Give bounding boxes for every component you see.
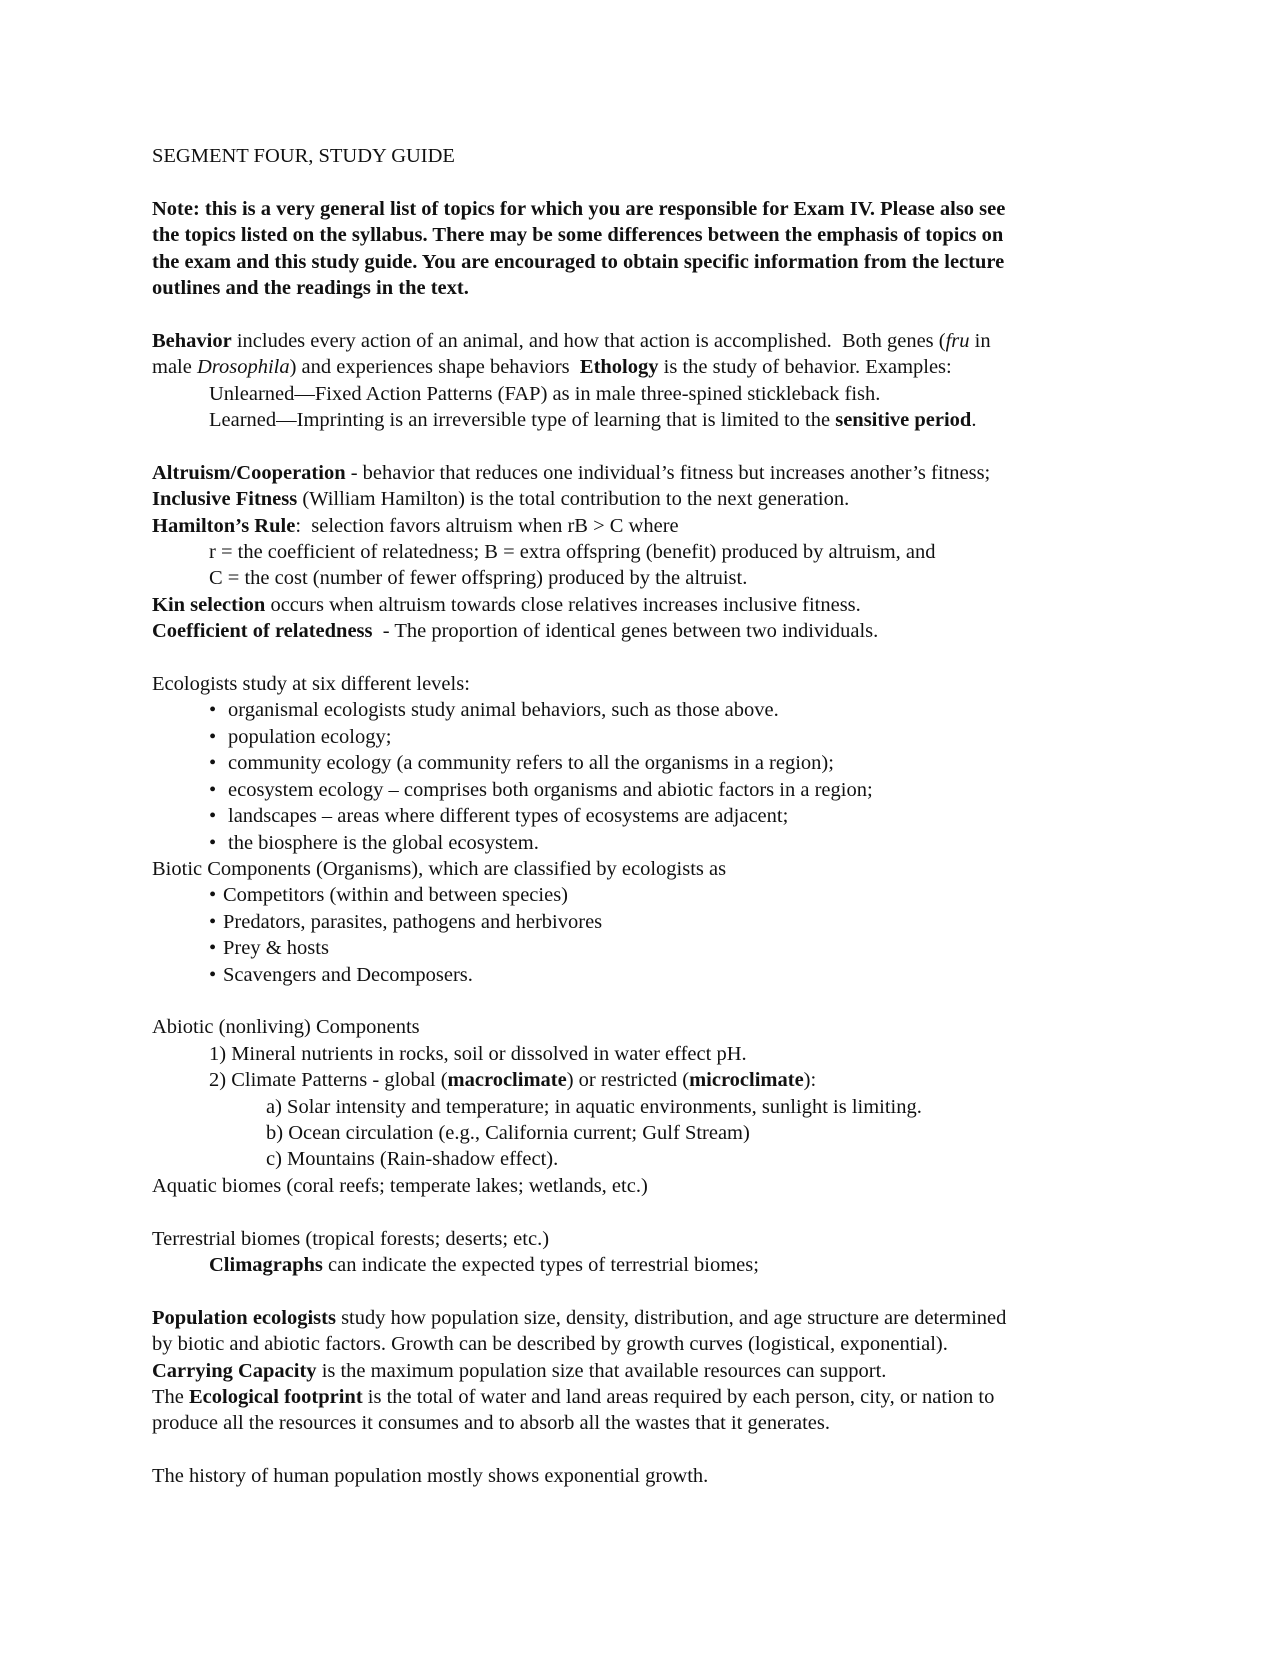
spacer — [152, 1437, 1132, 1463]
r-definition: r = the coefficient of relatedness; B = extra offspring (benefit) produced by altruism, and — [209, 541, 936, 564]
list-item: • Predators, parasites, pathogens and herbivores — [209, 910, 603, 933]
abiotic-intro: Abiotic (nonliving) Components — [152, 1016, 420, 1039]
term-carrying-capacity: Carrying Capacity — [152, 1359, 317, 1382]
ecology-intro: Ecologists study at six different levels: — [152, 673, 470, 696]
term-macroclimate: macroclimate — [447, 1069, 567, 1092]
term-sensitive-period: sensitive period — [835, 409, 972, 432]
footprint-line: produce all the resources it consumes and to absorb all the wastes that it generates. — [152, 1412, 830, 1435]
term-climagraphs: Climagraphs — [209, 1253, 323, 1276]
spacer — [152, 1278, 1132, 1304]
list-item: • community ecology (a community refers to all the organisms in a region); — [209, 752, 834, 775]
biotic-intro: Biotic Components (Organisms), which are classified by ecologists as — [152, 857, 727, 880]
abiotic-subitem: c) Mountains (Rain-shadow effect). — [266, 1148, 559, 1171]
term-hamilton-rule: Hamilton’s Rule — [152, 514, 296, 537]
behavior-section — [152, 328, 1132, 434]
list-item: • Competitors (within and between species) — [209, 884, 568, 907]
abiotic-item: 2) Climate Patterns - global (macroclimate) or restricted (microclimate): — [209, 1069, 817, 1092]
example-unlearned: Unlearned—Fixed Action Patterns (FAP) as in male three-spined stickleback fish. — [209, 382, 881, 405]
footprint-line: The Ecological footprint is the total of water and land areas required by each person, city, or nation to — [152, 1385, 995, 1408]
behavior-line: male Drosophila) and experiences shape behaviors Ethology is the study of behavior. Examples: — [152, 356, 952, 379]
abiotic-subitem: a) Solar intensity and temperature; in aquatic environments, sunlight is limiting. — [266, 1095, 922, 1118]
term-kin-selection: Kin selection — [152, 593, 266, 616]
c-definition: C = the cost (number of fewer offspring) produced by the altruist. — [209, 567, 748, 590]
term-fru: fru — [945, 329, 970, 352]
inclusive-fitness-line: Inclusive Fitness (William Hamilton) is the total contribution to the next generation. — [152, 488, 850, 511]
term-drosophila: Drosophila — [196, 356, 290, 379]
altruism-section — [152, 460, 1132, 645]
history-line: The history of human population mostly shows exponential growth. — [152, 1465, 709, 1488]
coefficient-line: Coefficient of relatedness - The proportion of identical genes between two individuals. — [152, 620, 879, 643]
term-coefficient: Coefficient of relatedness — [152, 620, 373, 643]
terrestrial-biomes: Terrestrial biomes (tropical forests; deserts; etc.) — [152, 1227, 550, 1250]
population-section — [152, 1305, 1132, 1490]
term-microclimate: microclimate — [689, 1069, 804, 1092]
term-inclusive-fitness: Inclusive Fitness — [152, 488, 298, 511]
hamilton-rule-line: Hamilton’s Rule: selection favors altruism when rB > C where — [152, 514, 679, 537]
population-line: Population ecologists study how population size, density, distribution, and age structure are determined — [152, 1306, 1007, 1329]
spacer — [152, 1199, 1132, 1225]
population-line: by biotic and abiotic factors. Growth can be described by growth curves (logistical, exponential). — [152, 1333, 948, 1356]
ecology-section — [152, 671, 1132, 988]
example-learned: Learned—Imprinting is an irreversible type of learning that is limited to the sensitive period. — [209, 409, 977, 432]
kin-selection-line: Kin selection occurs when altruism towards close relatives increases inclusive fitness. — [152, 593, 861, 616]
list-item: • organismal ecologists study animal behaviors, such as those above. — [209, 699, 779, 722]
note-line: the topics listed on the syllabus. There may be some differences between the emphasis of topics on — [152, 224, 1004, 247]
abiotic-subitem: b) Ocean circulation (e.g., California current; Gulf Stream) — [266, 1121, 750, 1144]
carrying-capacity-line: Carrying Capacity is the maximum population size that available resources can support. — [152, 1359, 887, 1382]
list-item: • landscapes – areas where different types of ecosystems are adjacent; — [209, 805, 789, 828]
term-ethology: Ethology — [579, 356, 659, 379]
note-line: Note: this is a very general list of topics for which you are responsible for Exam IV. Please also see — [152, 197, 1006, 220]
list-item: • the biosphere is the global ecosystem. — [209, 831, 539, 854]
climagraphs-line: Climagraphs can indicate the expected types of terrestrial biomes; — [209, 1253, 759, 1276]
spacer — [152, 988, 1132, 1014]
spacer — [152, 169, 1132, 195]
abiotic-section — [152, 1014, 1132, 1199]
document-title: SEGMENT FOUR, STUDY GUIDE — [152, 145, 455, 167]
list-item: • ecosystem ecology – comprises both organisms and abiotic factors in a region; — [209, 778, 873, 801]
term-population-ecologists: Population ecologists — [152, 1306, 336, 1329]
term-ecological-footprint: Ecological footprint — [189, 1385, 363, 1408]
spacer — [152, 645, 1132, 671]
terrestrial-section — [152, 1226, 1132, 1279]
list-item: • Prey & hosts — [209, 937, 329, 960]
term-behavior: Behavior — [152, 329, 232, 352]
study-guide-document — [152, 143, 1132, 1490]
term-altruism: Altruism/Cooperation — [152, 461, 346, 484]
aquatic-biomes: Aquatic biomes (coral reefs; temperate lakes; wetlands, etc.) — [152, 1174, 648, 1197]
note-line: the exam and this study guide. You are encouraged to obtain specific information from the lecture — [152, 250, 1005, 273]
altruism-line: Altruism/Cooperation - behavior that reduces one individual’s fitness but increases another’s fitness; — [152, 461, 991, 484]
abiotic-item: 1) Mineral nutrients in rocks, soil or dissolved in water effect pH. — [209, 1042, 747, 1065]
behavior-line: Behavior includes every action of an animal, and how that action is accomplished. Both genes (fru in — [152, 329, 991, 352]
note-line: outlines and the readings in the text. — [152, 277, 469, 300]
note-paragraph — [152, 196, 1132, 302]
spacer — [152, 301, 1132, 327]
spacer — [152, 433, 1132, 459]
list-item: • population ecology; — [209, 725, 392, 748]
list-item: • Scavengers and Decomposers. — [209, 963, 473, 986]
